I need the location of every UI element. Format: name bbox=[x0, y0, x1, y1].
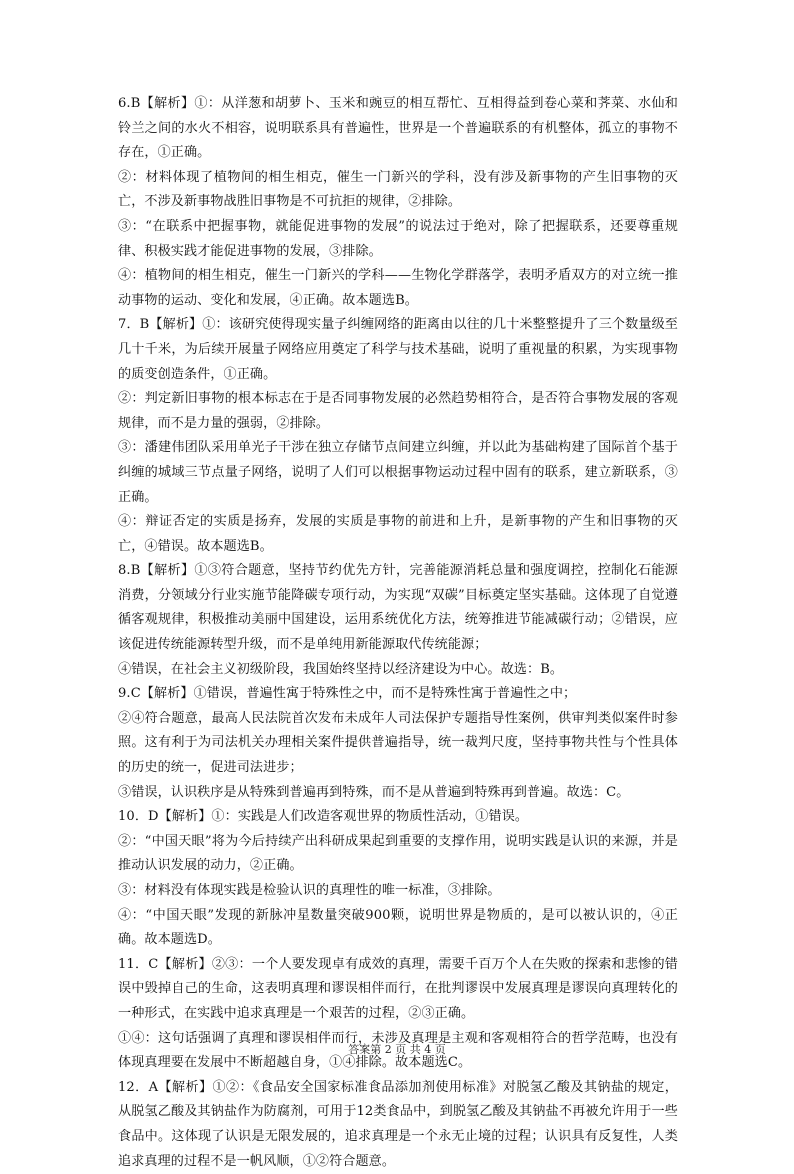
answer-6-para-3: ③：“在联系中把握事物，就能促进事物的发展”的说法过于绝对，除了把握联系，还要尊重规律、积极实践才能促进事物的发展，③排除。 bbox=[118, 218, 678, 259]
answer-11-para-2: ①④：这句话强调了真理和谬误相伴而行，未涉及真理是主观和客观相符合的哲学范畴，也没有体现真理要在发展中不断超越自身，①④排除。故本题选C。 bbox=[118, 1030, 678, 1071]
answer-6-para-4: ④：植物间的相生相克，催生一门新兴的学科——生物化学群落学，表明矛盾双方的对立统一推动事物的运动、变化和发展，④正确。故本题选B。 bbox=[118, 268, 678, 308]
answer-11 bbox=[118, 953, 678, 1076]
answer-10-para-3: ③：材料没有体现实践是检验认识的真理性的唯一标准，③排除。 bbox=[118, 883, 501, 898]
answer-9-para-1: 9.C【解析】①错误，普遍性寓于特殊性之中，而不是特殊性寓于普遍性之中； bbox=[118, 686, 577, 702]
answer-8 bbox=[118, 559, 678, 682]
answer-9 bbox=[118, 682, 678, 805]
answer-11-para-1: 11．C【解析】②③：一个人要发现卓有成效的真理，需要千百万个人在失败的探索和悲惨的错误中毁掉自己的生命，这表明真理和谬误相伴而行，在批判谬误中发展真理是谬误向真理转化的一种形式，在实践中追求真理是一个艰苦的过程，②③正确。 bbox=[118, 956, 678, 1021]
answer-10-para-1: 10．D【解析】①：实践是人们改造客观世界的物质性活动，①错误。 bbox=[118, 809, 529, 825]
answer-7-para-2: ②：判定新旧事物的根本标志在于是否同事物发展的必然趋势相符合，是否符合事物发展的客观规律，而不是力量的强弱，②排除。 bbox=[118, 391, 678, 431]
answer-9-para-2: ②④符合题意，最高人民法院首次发布未成年人司法保护专题指导性案例，供审判类似案件时参照。这有利于为司法机关办理相关案件提供普遍指导，统一裁判尺度，坚持事物共性与个性具体的历史的统一，促进司法进步； bbox=[118, 710, 678, 776]
answer-8-para-2: ④错误，在社会主义初级阶段，我国始终坚持以经济建设为中心。故选：B。 bbox=[118, 661, 564, 677]
answer-6-para-2: ②：材料体现了植物间的相生相克，催生一门新兴的学科，没有涉及新事物的产生旧事物的灭亡，不涉及新事物战胜旧事物是不可抗拒的规律，②排除。 bbox=[118, 169, 678, 210]
answer-7 bbox=[118, 313, 678, 559]
answer-7-para-3: ③：潘建伟团队采用单光子干涉在独立存储节点间建立纠缠，并以此为基础构建了国际首个基于纠缠的城域三节点量子网络，说明了人们可以根据事物运动过程中固有的联系，建立新联系，③正确。 bbox=[118, 440, 678, 505]
answer-8-para-1: 8.B【解析】①③符合题意，坚持节约优先方针，完善能源消耗总量和强度调控，控制化石能源消费，分领域分行业实施节能降碳专项行动，为实现“双碳”目标奠定坚实基础。这体现了自觉遵循客观规律，积极推动美丽中国建设，运用系统优化方法，统筹推进节能减碳行动；②错误，应该促进传统能源转型升级，而不是单纯用新能源取代传统能源； bbox=[118, 563, 678, 653]
answer-10 bbox=[118, 805, 678, 953]
answer-10-para-2: ②：“中国天眼”将为今后持续产出科研成果起到重要的支撑作用，说明实践是认识的来源，并是推动认识发展的动力，②正确。 bbox=[118, 833, 678, 874]
answer-9-para-3: ③错误，认识秩序是从特殊到普遍再到特殊，而不是从普遍到特殊再到普遍。故选：C。 bbox=[118, 784, 630, 800]
answer-12 bbox=[118, 1076, 678, 1174]
answer-7-para-4: ④：辩证否定的实质是扬弃，发展的实质是事物的前进和上升，是新事物的产生和旧事物的灭亡，④错误。故本题选B。 bbox=[118, 514, 678, 554]
answer-6 bbox=[118, 92, 678, 313]
answer-7-para-1: 7．B【解析】①：该研究使得现实量子纠缠网络的距离由以往的几十米整整提升了三个数量级至几十千米，为后续开展量子网络应用奠定了科学与技术基础，说明了重视量的积累，为实现事物的质变创造条件，①正确。 bbox=[118, 317, 678, 382]
page-footer: 答案第 2 页 共 4 页 bbox=[348, 1043, 446, 1056]
answer-12-para-1: 12．A【解析】①②：《食品安全国家标准食品添加剂使用标准》对脱氢乙酸及其钠盐的规定，从脱氢乙酸及其钠盐作为防腐剂，可用于12类食品中，到脱氢乙酸及其钠盐不再被允许用于一些食品中。这体现了认识是无限发展的，追求真理是一个永无止境的过程；认识具有反复性，人类追求真理的过程不是一帆风顺，①②符合题意。 bbox=[118, 1079, 678, 1169]
answer-10-para-4: ④：“中国天眼”发现的新脉冲星数量突破900颗，说明世界是物质的，是可以被认识的，④正确。故本题选D。 bbox=[118, 907, 678, 948]
answer-6-para-1: 6.B【解析】①：从洋葱和胡萝卜、玉米和豌豆的相互帮忙、互相得益到卷心菜和荠菜、水仙和铃兰之间的水火不相容，说明联系具有普遍性，世界是一个普遍联系的有机整体，孤立的事物不存在，①正确。 bbox=[118, 96, 678, 161]
answer-explanations bbox=[118, 92, 678, 1174]
